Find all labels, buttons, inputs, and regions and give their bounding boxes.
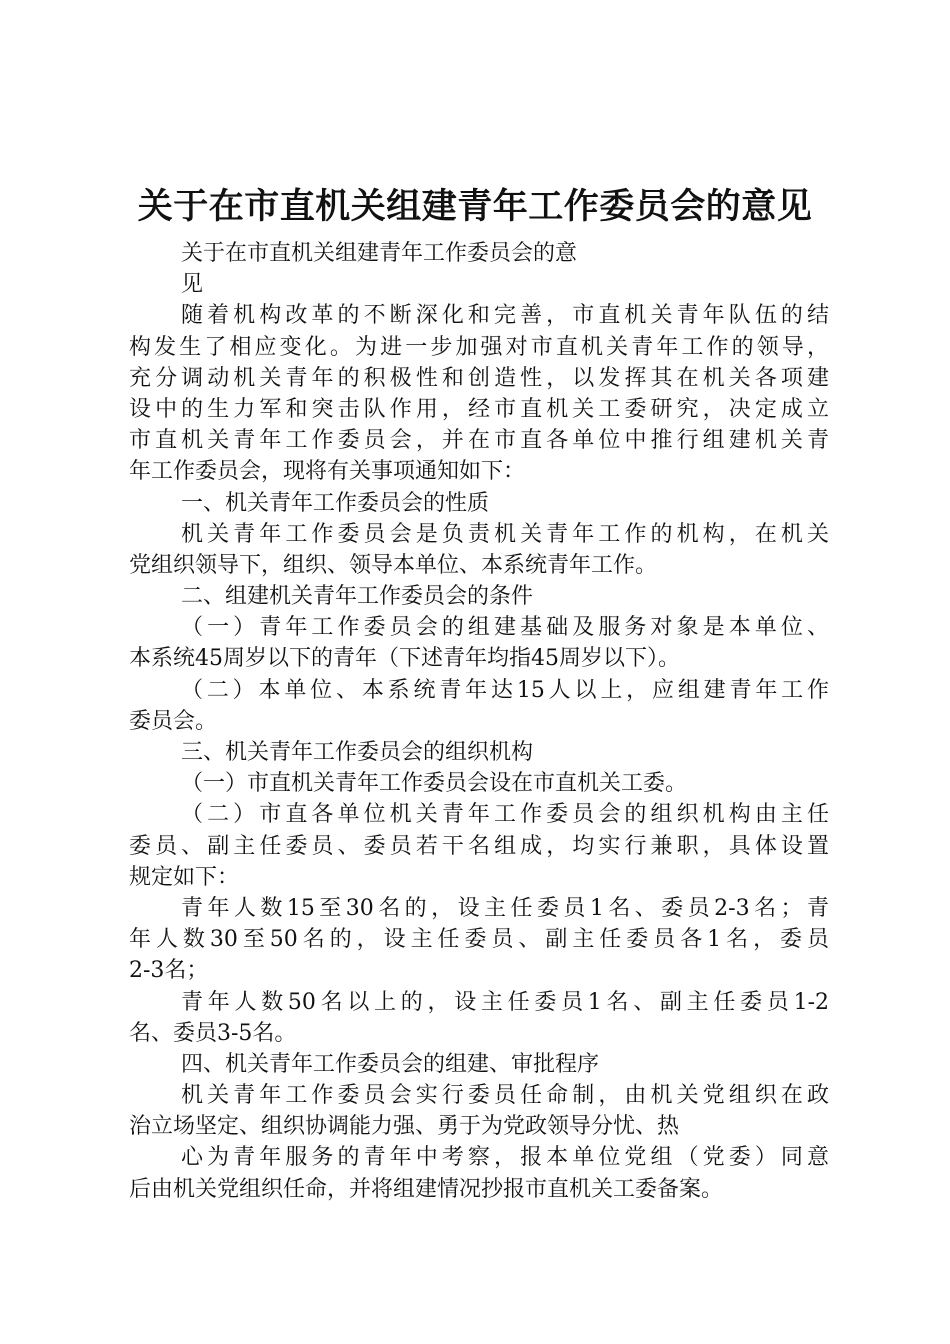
- section-heading: 三、机关青年工作委员会的组织机构: [181, 740, 534, 765]
- body-line: 名、委员3-5名。: [129, 1020, 297, 1046]
- body-line: 年人数30至50名的，设主任委员、副主任委员各1名，委员: [129, 927, 829, 953]
- body-line: 关于在市直机关组建青年工作委员会的意: [181, 241, 578, 266]
- body-line: 年工作委员会，现将有关事项通知如下：: [129, 459, 526, 485]
- body-line: 党组织领导下，组织、领导本单位、本系统青年工作。: [129, 552, 658, 578]
- body-line: 委员会。: [129, 708, 218, 734]
- body-line: （一）青年工作委员会的组建基础及服务对象是本单位、: [181, 615, 829, 641]
- body-line: 2-3名；: [129, 958, 209, 984]
- section-heading: 一、机关青年工作委员会的性质: [181, 490, 490, 516]
- body-line: 随着机构改革的不断深化和完善，市直机关青年队伍的结: [181, 303, 829, 329]
- body-line: 市直机关青年工作委员会，并在市直各单位中推行组建机关青: [129, 428, 829, 454]
- body-line: 青年人数15至30名的，设主任委员1名、委员2-3名；青: [181, 895, 829, 921]
- body-line: （二）市直各单位机关青年工作委员会的组织机构由主任: [181, 802, 829, 828]
- body-line: （一）市直机关青年工作委员会设在市直机关工委。: [181, 771, 688, 797]
- body-line: 机关青年工作委员会实行委员任命制，由机关党组织在政: [181, 1083, 829, 1109]
- body-line: 充分调动机关青年的积极性和创造性，以发挥其在机关各项建: [129, 365, 829, 391]
- body-line: 设中的生力军和突击队作用，经市直机关工委研究，决定成立: [129, 396, 829, 422]
- body-line: 规定如下：: [129, 864, 240, 890]
- body-line: 构发生了相应变化。为进一步加强对市直机关青年工作的领导，: [129, 334, 829, 360]
- body-line: 后由机关党组织任命，并将组建情况抄报市直机关工委备案。: [129, 1176, 724, 1202]
- body-line: 治立场坚定、组织协调能力强、勇于为党政领导分忧、热: [129, 1114, 680, 1140]
- body-line: 机关青年工作委员会是负责机关青年工作的机构，在机关: [181, 521, 829, 547]
- document-title: 关于在市直机关组建青年工作委员会的意见: [137, 186, 813, 227]
- body-line: （二）本单位、本系统青年达15人以上，应组建青年工作: [181, 677, 829, 703]
- body-line: 本系统45周岁以下的青年（下述青年均指45周岁以下）。: [129, 646, 680, 672]
- body-line: 委员、副主任委员、委员若干名组成，均实行兼职，具体设置: [129, 833, 829, 859]
- section-heading: 二、组建机关青年工作委员会的条件: [181, 584, 534, 610]
- body-line: 心为青年服务的青年中考察，报本单位党组（党委）同意: [181, 1145, 829, 1171]
- document-body: [129, 238, 829, 1205]
- section-heading: 四、机关青年工作委员会的组建、审批程序: [181, 1051, 600, 1077]
- body-line: 见: [181, 272, 204, 298]
- body-line: 青年人数50名以上的，设主任委员1名、副主任委员1-2: [181, 989, 829, 1015]
